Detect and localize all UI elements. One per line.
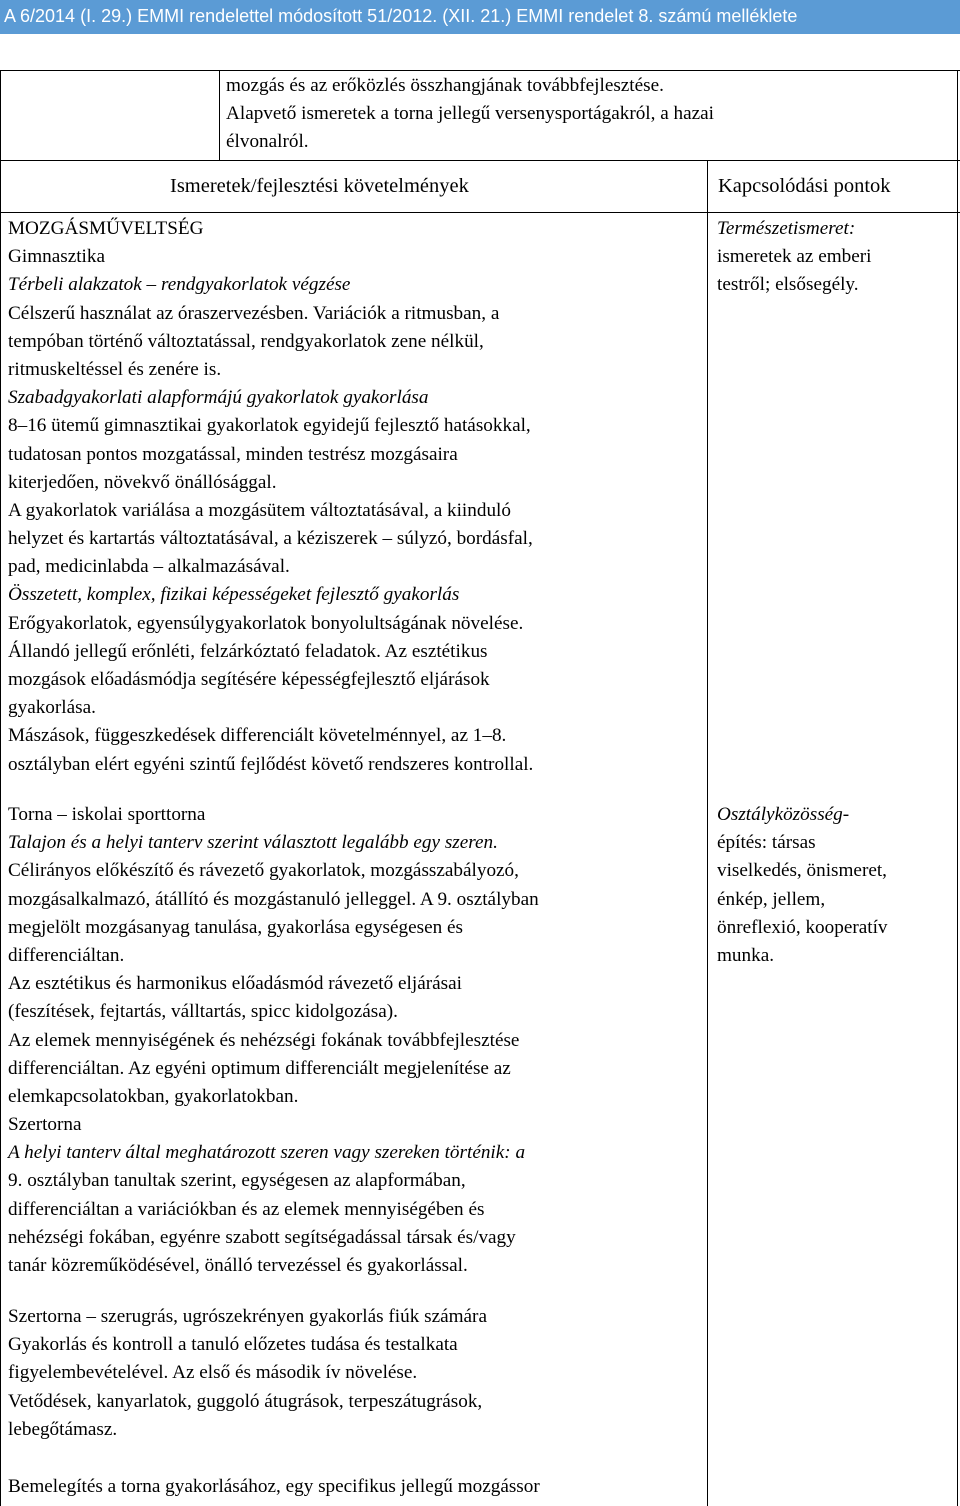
section-gimnasztika-links (717, 215, 871, 300)
link-line: önreflexió, kooperatív (717, 916, 888, 938)
text-line: A helyi tanterv által meghatározott szeren vagy szereken történik: a (8, 1142, 526, 1164)
link-line: viselkedés, önismeret, (717, 860, 887, 882)
text-line: Bemelegítés a torna gyakorlásához, egy specifikus jellegű mozgássor (8, 1476, 540, 1497)
text-line: Szertorna – szerugrás, ugrószekrényen gyakorlás fiúk számára (8, 1306, 487, 1327)
intro-line: élvonalról. (226, 131, 309, 153)
text-line: Erőgyakorlatok, egyensúlygyakorlatok bonyolultságának növelése. (8, 612, 524, 634)
text-line: Talajon és a helyi tanterv szerint választott legalább egy szeren. (8, 832, 498, 854)
text-line: nehézségi fokában, egyénre szabott segítségadással társak és/vagy (8, 1226, 516, 1248)
text-line: MOZGÁSMŰVELTSÉG (8, 218, 204, 239)
right-column-header: Kapcsolódási pontok (718, 175, 891, 197)
text-line: differenciáltan. Az egyéni optimum differenciált megjelenítése az (8, 1057, 511, 1079)
text-line: Összetett, komplex, fizikai képességeket fejlesztő gyakorlás (8, 584, 460, 606)
section-szerugras (8, 1303, 487, 1444)
text-line: helyzet és kartartás változtatásával, a kéziszerek – súlyzó, bordásfal, (8, 528, 533, 550)
link-line: Osztályközösség- (717, 804, 850, 825)
text-line: Célirányos előkészítő és rávezető gyakorlatok, mozgásszabályozó, (8, 860, 519, 882)
text-line: Gyakorlás és kontroll a tanuló előzetes tudása és testalkata (8, 1334, 458, 1356)
text-line: elemkapcsolatokban, gyakorlatokban. (8, 1085, 299, 1107)
text-line: Mászások, függeszkedések differenciált követelménnyel, az 1–8. (8, 725, 507, 747)
section-gimnasztika (8, 215, 533, 779)
text-line: A gyakorlatok variálása a mozgásütem változtatásával, a kiinduló (8, 499, 511, 521)
text-line: mozgások előadásmódja segítésére képességfejlesztő eljárások (8, 669, 490, 690)
text-line: Szabadgyakorlati alapformájú gyakorlatok gyakorlása (8, 387, 429, 409)
text-line: mozgásalkalmazó, átállító és mozgástanuló jelleggel. A 9. osztályban (8, 888, 539, 910)
header-row-bottom-border (0, 212, 960, 213)
text-line: 9. osztályban tanultak szerint, egységesen az alapformában, (8, 1170, 466, 1192)
link-line: munka. (717, 944, 775, 966)
table-top-border (0, 70, 960, 71)
link-line: énkép, jellem, (717, 888, 826, 910)
text-line: Térbeli alakzatok – rendgyakorlatok végzése (8, 274, 351, 296)
intro-line: mozgás és az erőközlés összhangjának továbbfejlesztése. (226, 75, 664, 96)
text-line: tanár közreműködésével, önálló tervezéssel és gyakorlással. (8, 1255, 468, 1276)
text-line: tempóban történő változtatással, rendgyakorlatok zene nélkül, (8, 330, 484, 352)
link-line: testről; elsősegély. (717, 274, 859, 296)
text-line: pad, medicinlabda – alkalmazásával. (8, 556, 290, 578)
table-left-border (0, 70, 1, 1506)
text-line: Gimnasztika (8, 246, 105, 268)
text-line: ritmuskeltéssel és zenére is. (8, 358, 222, 380)
link-line: Természetismeret: (717, 218, 856, 239)
text-line: Torna – iskolai sporttorna (8, 804, 206, 825)
text-line: Állandó jellegű erőnléti, felzárkóztató feladatok. Az esztétikus (8, 640, 488, 662)
table-right-border (957, 70, 958, 1506)
text-line: tudatosan pontos mozgatással, minden testrész mozgásaira (8, 443, 458, 465)
intro-line: Alapvető ismeretek a torna jellegű versenysportágakról, a hazai (226, 103, 715, 125)
text-line: osztályban elért egyéni szintű fejlődést követő rendszeres kontrollal. (8, 753, 534, 775)
text-line: 8–16 ütemű gimnasztikai gyakorlatok egyidejű fejlesztő hatásokkal, (8, 415, 531, 437)
text-line: megjelölt mozgásanyag tanulása, gyakorlása egységesen és (8, 916, 464, 938)
text-line: gyakorlása. (8, 697, 96, 719)
text-line: (feszítések, fejtartás, válltartás, spicc kidolgozása). (8, 1001, 398, 1023)
text-line: Szertorna (8, 1114, 82, 1136)
intro-divider (219, 70, 220, 160)
page-header: A 6/2014 (I. 29.) EMMI rendelettel módosított 51/2012. (XII. 21.) EMMI rendelet 8. számú melléklete (0, 0, 960, 34)
text-line: differenciáltan a variációkban és az elemek mennyiségében és (8, 1198, 485, 1220)
column-divider (707, 160, 708, 1506)
text-line: Az esztétikus és harmonikus előadásmód rávezető eljárásai (8, 973, 462, 995)
section-torna (8, 801, 539, 1280)
text-line: Vetődések, kanyarlatok, guggoló átugrások, terpeszátugrások, (8, 1390, 483, 1412)
link-line: ismeretek az emberi (717, 246, 872, 268)
left-column-header: Ismeretek/fejlesztési követelmények (170, 175, 469, 197)
link-line: építés: társas (717, 832, 816, 854)
text-line: Célszerű használat az óraszervezésben. Variációk a ritmusban, a (8, 302, 500, 324)
intro-text (226, 72, 714, 157)
intro-bottom-border (0, 160, 960, 161)
text-line: figyelembevételével. Az első és második ív növelése. (8, 1362, 418, 1384)
text-line: lebegőtámasz. (8, 1418, 118, 1440)
text-line: differenciáltan. (8, 944, 125, 966)
section-torna-links (717, 801, 888, 970)
text-line: kiterjedően, növekvő önállósággal. (8, 471, 277, 493)
section-bemelegites (8, 1473, 540, 1501)
text-line: Az elemek mennyiségének és nehézségi fokának továbbfejlesztése (8, 1029, 520, 1051)
